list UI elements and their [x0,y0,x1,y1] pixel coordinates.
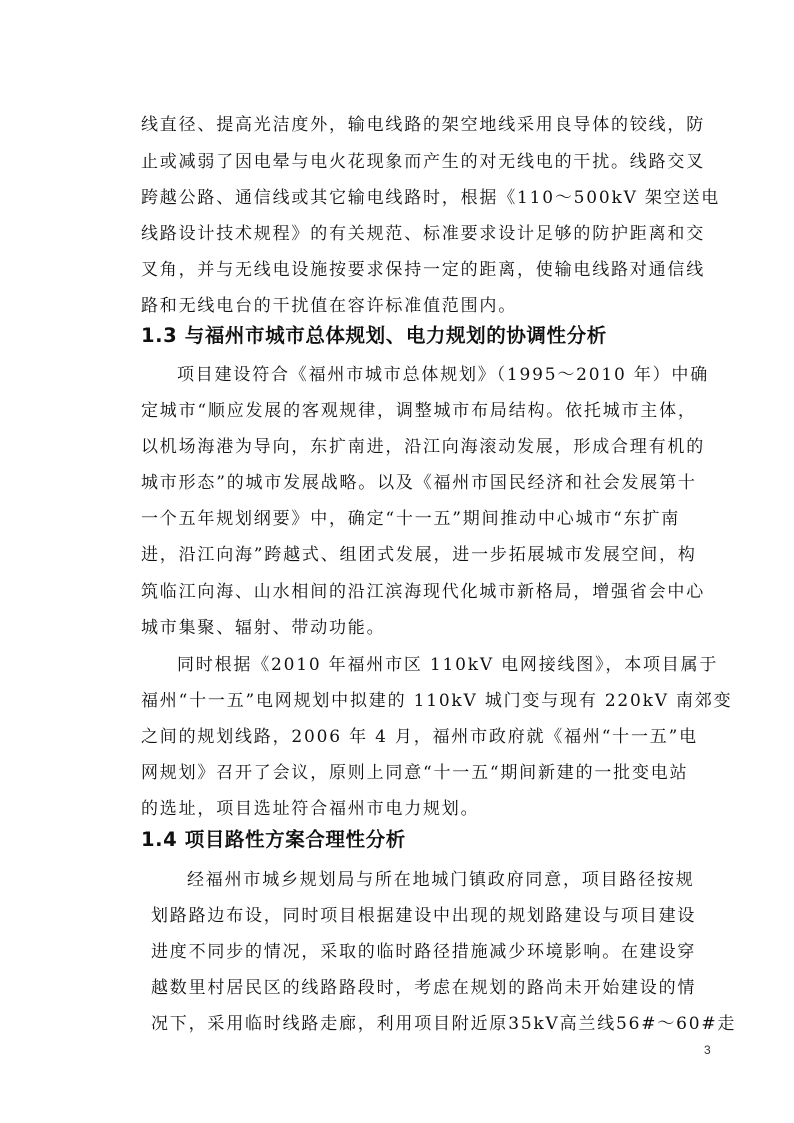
body-text-line: 的选址，项目选址符合福州市电力规划。 [141,799,480,819]
body-text-line: 线直径、提高光洁度外，输电线路的架空地线采用良导体的铰线，防 [141,115,705,135]
body-text-line: 经福州市城乡规划局与所在地城门镇政府同意，项目路径按规 [187,870,695,890]
body-text-line: 止或减弱了因电晕与电火花现象而产生的对无线电的干扰。线路交叉 [141,152,705,172]
body-text-line: 城市形态”的城市发展战略。以及《福州市国民经济和社会发展第十 [141,473,697,493]
body-text-line: 同时根据《2010 年福州市区 110kV 电网接线图》，本项目属于 [177,655,719,675]
body-text-line: 福州“十一五”电网规划中拟建的 110kV 城门变与现有 220kV 南郊变 [141,691,733,711]
body-text-line: 一个五年规划纲要》中，确定“十一五”期间推动中心城市“东扩南 [141,509,681,529]
body-text-line: 叉角，并与无线电设施按要求保持一定的距离，使输电线路对通信线 [141,260,705,280]
body-text-line: 路和无线电台的干扰值在容许标准值范围内。 [141,296,517,316]
body-text-line: 跨越公路、通信线或其它输电线路时，根据《110～500kV 架空送电 [141,188,721,208]
body-text-line: 项目建设符合《福州市城市总体规划》（1995～2010 年）中确 [177,365,710,385]
body-text-line: 越数里村居民区的线路路段时，考虑在规划的路尚未开始建设的情 [151,978,697,998]
body-text-line: 以机场海港为导向，东扩南进，沿江向海滚动发展，形成合理有机的 [141,437,705,457]
body-text-line: 定城市“顺应发展的客观规律，调整城市布局结构。依托城市主体， [141,401,697,421]
section-heading-1-4: 1.4 项目路性方案合理性分析 [141,828,406,851]
body-text-line: 况下，采用临时线路走廊，利用项目附近原35kV高兰线56#～60#走 [151,1014,737,1034]
page-number: 3 [704,1043,711,1057]
body-text-line: 进度不同步的情况，采取的临时路径措施减少环境影响。在建设穿 [151,942,697,962]
body-text-line: 之间的规划线路，2006 年 4 月，福州市政府就《福州“十一五”电 [141,727,698,747]
body-text-line: 城市集聚、辐射、带动功能。 [141,618,386,638]
section-heading-1-3: 1.3 与福州市城市总体规划、电力规划的协调性分析 [141,324,607,347]
body-text-line: 网规划》召开了会议，原则上同意“十一五“期间新建的一批变电站 [141,763,689,783]
body-text-line: 划路路边布设，同时项目根据建设中出现的规划路建设与项目建设 [151,906,697,926]
body-text-line: 进，沿江向海”跨越式、组团式发展，进一步拓展城市发展空间，构 [141,545,697,565]
body-text-line: 线路设计技术规程》的有关规范、标准要求设计足够的防护距离和交 [141,224,705,244]
body-text-line: 筑临江向海、山水相间的沿江滨海现代化城市新格局，增强省会中心 [141,582,705,602]
